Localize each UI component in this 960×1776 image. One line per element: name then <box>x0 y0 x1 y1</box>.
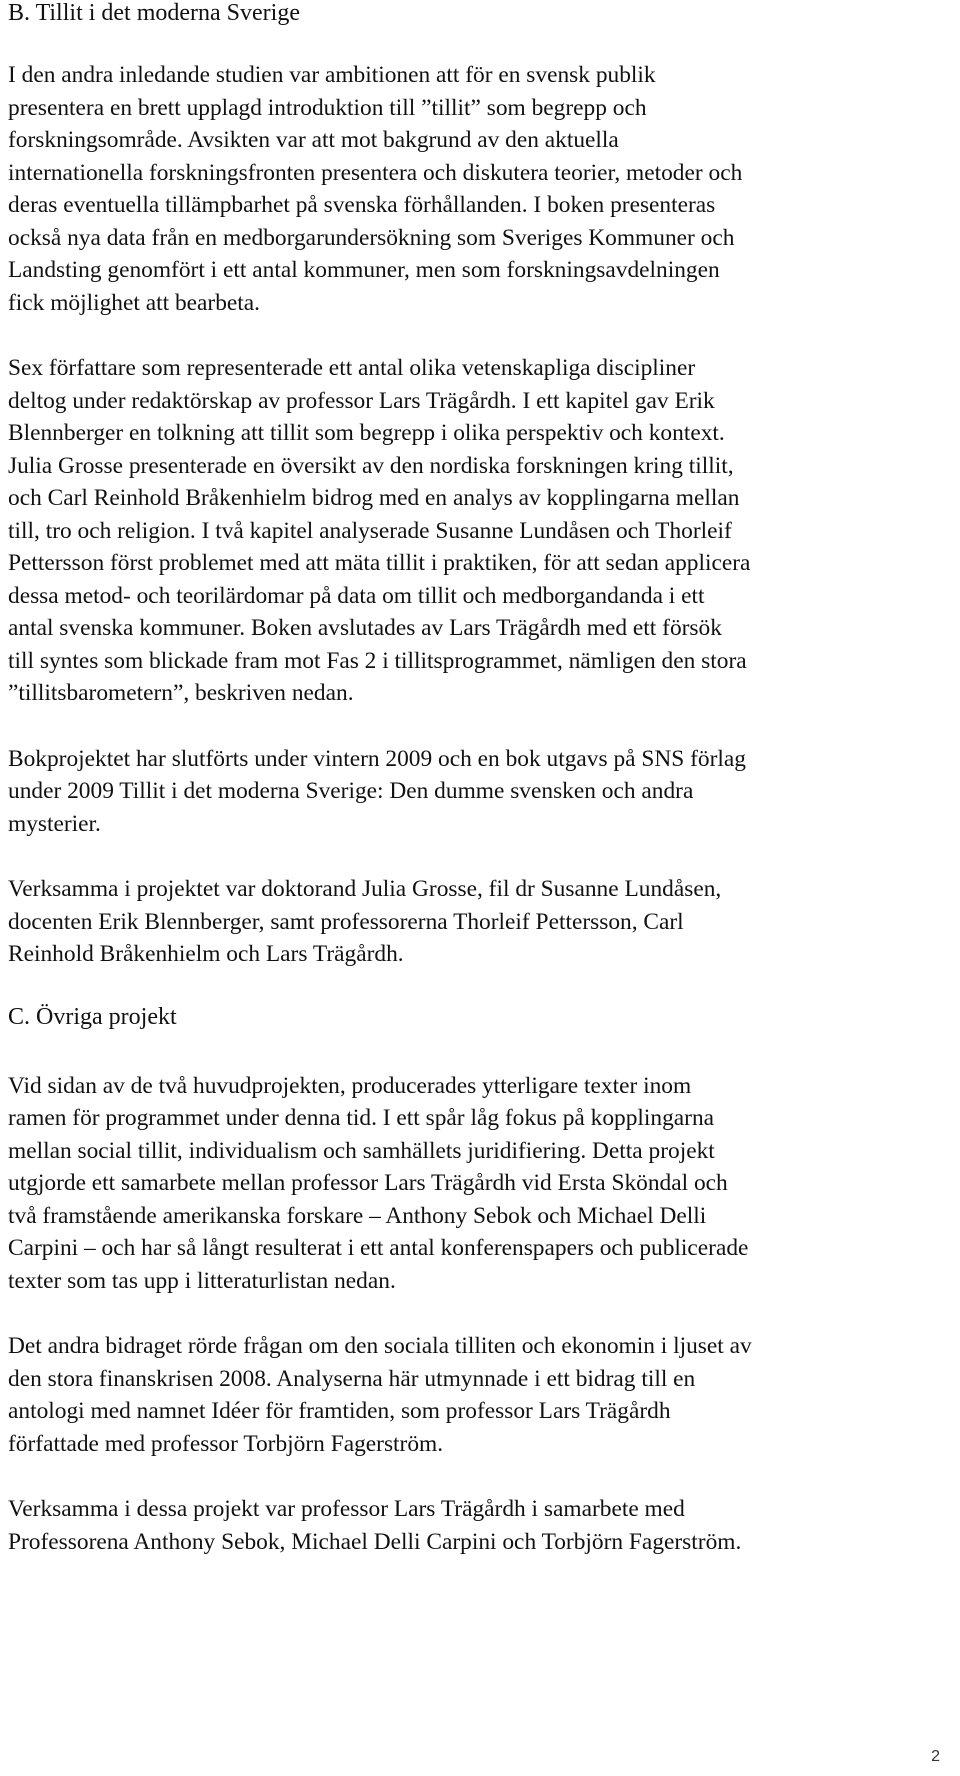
text-line: Professorena Anthony Sebok, Michael Delli Carpini och Torbjörn Fagerström. <box>8 1528 742 1555</box>
spacer <box>8 971 946 1004</box>
text-line: ”tillitsbarometern”, beskriven nedan. <box>8 680 354 706</box>
spacer <box>8 710 946 743</box>
text-line: Sex författare som representerade ett antal olika vetenskapliga discipliner <box>8 355 696 381</box>
spacer <box>8 1460 946 1493</box>
text-line: docenten Erik Blennberger, samt professorerna Thorleif Pettersson, Carl <box>8 908 684 935</box>
text-line: presentera en brett upplagd introduktion till ”tillit” som begrepp och <box>8 94 647 121</box>
text-line: Carpini – och har så långt resulterat i ett antal konferenspapers och publicerade <box>8 1235 749 1261</box>
text-line: Bokprojektet har slutförts under vintern 2009 och en bok utgavs på SNS förlag <box>8 745 746 772</box>
section-c-paragraph-2 <box>8 1330 946 1460</box>
section-b-paragraph-4 <box>8 873 946 971</box>
spacer <box>8 1030 946 1070</box>
text-line: till, tro och religion. I två kapitel analyserade Susanne Lundåsen och Thorleif <box>8 517 732 544</box>
text-line: internationella forskningsfronten presentera och diskutera teorier, metoder och <box>8 159 743 186</box>
text-line: Landsting genomfört i ett antal kommuner, men som forskningsavdelningen <box>8 257 720 283</box>
text-line: Verksamma i dessa projekt var professor Lars Trägårdh i samarbete med <box>8 1496 685 1522</box>
spacer <box>8 840 946 873</box>
text-line: mellan social tillit, individualism och samhällets juridifiering. Detta projekt <box>8 1137 715 1164</box>
text-line: två framstående amerikanska forskare – Anthony Sebok och Michael Delli <box>8 1202 707 1229</box>
text-line: utgjorde ett samarbete mellan professor Lars Trägårdh vid Ersta Sköndal och <box>8 1170 728 1196</box>
text-line: Vid sidan av de två huvudprojekten, producerades ytterligare texter inom <box>8 1072 692 1099</box>
text-line: och Carl Reinhold Bråkenhielm bidrog med en analys av kopplingarna mellan <box>8 485 740 511</box>
text-line: dessa metod- och teorilärdomar på data om tillit och medborgandanda i ett <box>8 582 705 609</box>
text-line: fick möjlighet att bearbeta. <box>8 289 260 316</box>
section-b-paragraph-1 <box>8 59 946 319</box>
text-line: Blennberger en tolkning att tillit som begrepp i olika perspektiv och kontext. <box>8 420 725 446</box>
section-b-paragraph-3 <box>8 743 946 841</box>
section-c-heading: C. Övriga projekt <box>8 1003 177 1030</box>
text-line: författade med professor Torbjörn Fagerström. <box>8 1430 444 1457</box>
text-line: I den andra inledande studien var ambitionen att för en svensk publik <box>8 62 656 88</box>
text-line: Verksamma i projektet var doktorand Julia Grosse, fil dr Susanne Lundåsen, <box>8 876 722 902</box>
text-line: ramen för programmet under denna tid. I ett spår låg fokus på kopplingarna <box>8 1105 715 1131</box>
text-line: till syntes som blickade fram mot Fas 2 i tillitsprogrammet, nämligen den stora <box>8 647 747 674</box>
section-c-paragraph-1 <box>8 1070 946 1298</box>
spacer <box>8 319 946 352</box>
text-line: Reinhold Bråkenhielm och Lars Trägårdh. <box>8 941 404 967</box>
page-number: 2 <box>931 1748 940 1765</box>
text-line: antologi med namnet Idéer för framtiden, som professor Lars Trägårdh <box>8 1398 671 1424</box>
section-b-heading: B. Tillit i det moderna Sverige <box>8 0 300 26</box>
text-line: också nya data från en medborgarundersökning som Sveriges Kommuner och <box>8 224 735 251</box>
text-line: under 2009 Tillit i det moderna Sverige: Den dumme svensken och andra <box>8 778 694 804</box>
spacer <box>8 26 946 59</box>
section-c-paragraph-3 <box>8 1493 946 1558</box>
text-line: texter som tas upp i litteraturlistan nedan. <box>8 1267 396 1294</box>
text-line: deras eventuella tillämpbarhet på svenska förhållanden. I boken presenteras <box>8 192 716 218</box>
text-line: deltog under redaktörskap av professor Lars Trägårdh. I ett kapitel gav Erik <box>8 387 715 414</box>
spacer <box>8 1297 946 1330</box>
text-line: antal svenska kommuner. Boken avslutades av Lars Trägårdh med ett försök <box>8 615 722 641</box>
section-b-paragraph-2 <box>8 352 946 710</box>
text-line: den stora finanskrisen 2008. Analyserna här utmynnade i ett bidrag till en <box>8 1365 696 1392</box>
document-page <box>8 0 946 1558</box>
text-line: Julia Grosse presenterade en översikt av den nordiska forskningen kring tillit, <box>8 452 734 479</box>
text-line: forskningsområde. Avsikten var att mot bakgrund av den aktuella <box>8 127 619 153</box>
text-line: Det andra bidraget rörde frågan om den sociala tilliten och ekonomin i ljuset av <box>8 1333 752 1359</box>
text-line: mysterier. <box>8 810 101 837</box>
text-line: Pettersson först problemet med att mäta tillit i praktiken, för att sedan applicera <box>8 550 751 576</box>
